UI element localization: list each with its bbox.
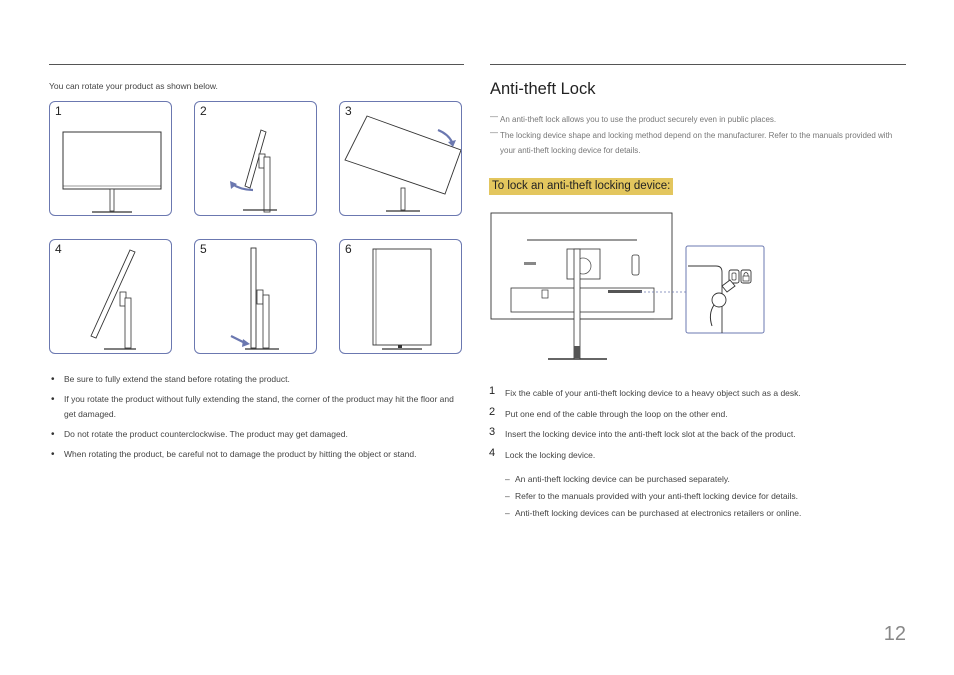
- step-text: Lock the locking device.: [505, 449, 596, 460]
- monitor-front-illustration: [50, 102, 172, 216]
- rotation-step-panel-1: [49, 101, 172, 216]
- note-text: An anti-theft lock allows you to use the product securely even in public places.: [500, 115, 777, 124]
- lock-steps-list: [489, 386, 909, 522]
- sub-note-text: Refer to the manuals provided with your anti-theft locking device for details.: [515, 491, 799, 501]
- top-rule-right: [490, 64, 906, 65]
- sub-dash: –: [505, 508, 510, 518]
- step-item: [489, 427, 909, 448]
- panel-number: 1: [55, 104, 62, 118]
- step-item: [489, 386, 909, 407]
- monitor-back-illustration: [490, 210, 780, 370]
- rotation-step-panel-2: [194, 101, 317, 216]
- panel-number: 3: [345, 104, 352, 118]
- note-dash: ―: [490, 112, 498, 121]
- step-sub-notes: [489, 471, 909, 522]
- rotation-intro-text: You can rotate your product as shown below.: [49, 81, 218, 91]
- list-item: • When rotating the product, be careful not to damage the product by hitting the object or stand.: [49, 447, 454, 462]
- list-item: • Be sure to fully extend the stand before rotating the product.: [49, 372, 454, 387]
- rotate-arrow-icon: [438, 130, 452, 142]
- list-item: • Do not rotate the product counterclockwise. The product may get damaged.: [49, 427, 454, 442]
- monitor-portrait-illustration: [340, 240, 462, 354]
- step-item: [489, 407, 909, 428]
- page-number: 12: [883, 623, 906, 645]
- rotation-step-panel-6: [339, 239, 462, 354]
- note-dash: ―: [490, 128, 498, 137]
- sub-note-item: [489, 505, 909, 522]
- rotation-step-panel-4: [49, 239, 172, 354]
- rotation-step-panel-5: [194, 239, 317, 354]
- section-title: Anti-theft Lock: [490, 80, 596, 98]
- sub-note-item: [489, 488, 909, 505]
- sub-dash: –: [505, 474, 510, 484]
- step-number: 3: [489, 426, 496, 438]
- sub-note-text: Anti-theft locking devices can be purchased at electronics retailers or online.: [515, 508, 802, 518]
- step-text: Fix the cable of your anti-theft locking device to a heavy object such as a desk.: [505, 388, 801, 398]
- monitor-tilt-illustration: [195, 102, 317, 216]
- step-number: 1: [489, 385, 496, 397]
- sub-dash: –: [505, 491, 510, 501]
- step-text: Insert the locking device into the anti-theft lock slot at the back of the product.: [505, 429, 796, 439]
- sub-note-item: [489, 471, 909, 488]
- list-item: • If you rotate the product without fully extending the stand, the corner of the product may hit the floor and get damaged.: [49, 392, 454, 422]
- panel-number: 2: [200, 104, 207, 118]
- note-text: The locking device shape and locking method depend on the manufacturer. Refer to the manuals provided with your anti-theft locking device for details.: [500, 131, 893, 155]
- rotation-step-panel-3: [339, 101, 462, 216]
- note-item: [490, 112, 905, 127]
- sub-heading: To lock an anti-theft locking device:: [489, 178, 673, 195]
- notes-list: [490, 112, 905, 159]
- panel-number: 6: [345, 242, 352, 256]
- monitor-rotating-illustration: [340, 102, 462, 216]
- top-rule-left: [49, 64, 464, 65]
- note-item: [490, 128, 905, 158]
- step-number: 2: [489, 405, 496, 418]
- panel-number: 4: [55, 242, 62, 256]
- lock-device-icon: [712, 293, 726, 307]
- monitor-tilted-side-illustration: [50, 240, 172, 354]
- step-number: 4: [489, 446, 496, 459]
- anti-theft-lock-figure: [490, 210, 780, 375]
- monitor-vertical-side-illustration: [195, 240, 317, 354]
- step-text: Put one end of the cable through the loop on the other end.: [505, 408, 728, 419]
- step-item: [489, 448, 909, 469]
- panel-number: 5: [200, 242, 207, 256]
- rotation-caution-list: [49, 372, 454, 467]
- sub-note-text: An anti-theft locking device can be purchased separately.: [515, 474, 730, 484]
